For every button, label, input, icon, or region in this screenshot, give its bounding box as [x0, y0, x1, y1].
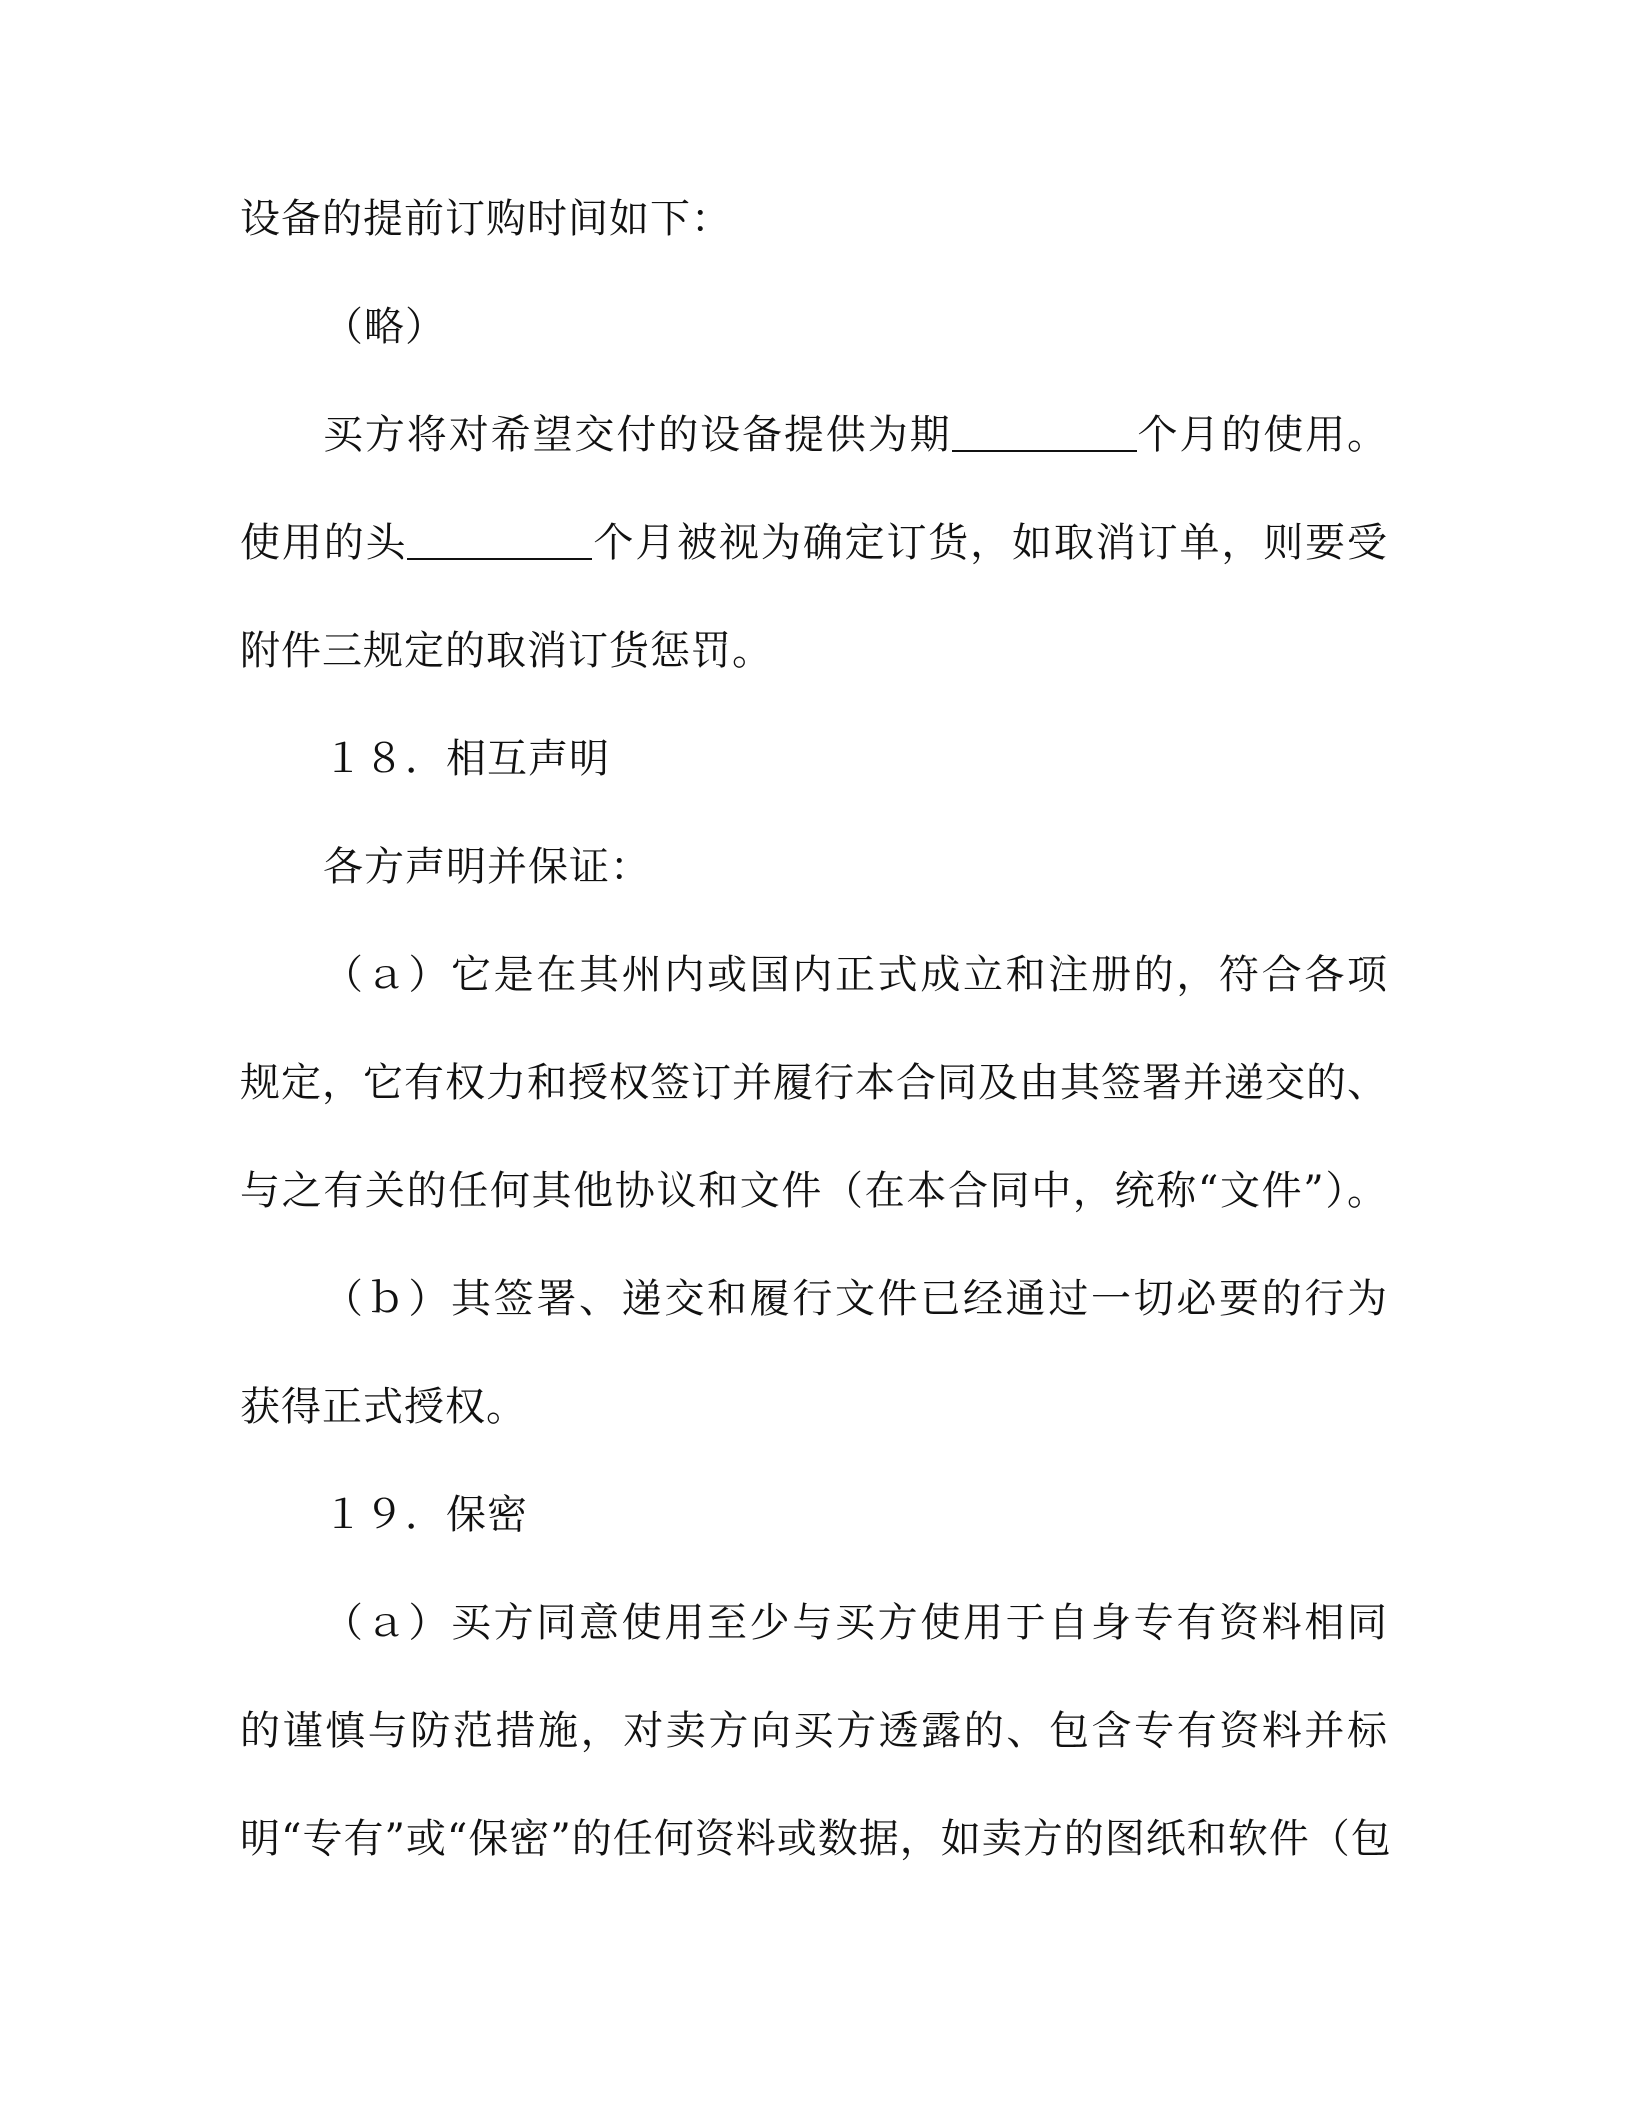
text-segment: 个月的使用。: [1136, 412, 1389, 458]
text-line-cancel-penalty: 附件三规定的取消订货惩罚。: [240, 628, 773, 674]
fill-in-blank: [407, 518, 592, 560]
text-line-confidential-a-cont: 的谨慎与防范措施，对卖方向买方透露的、包含专有资料并标: [240, 1708, 1388, 1754]
text-line-confidential-a-cont2: 明“专有”或“保密”的任何资料或数据，如卖方的图纸和软件（包: [240, 1816, 1392, 1862]
text-line-confidential-a: （ａ）买方同意使用至少与买方使用于自身专有资料相同: [323, 1600, 1388, 1646]
text-line-usage-period: [323, 407, 1388, 463]
text-line-declare: 各方声明并保证：: [323, 844, 651, 890]
text-line-firm-order: [240, 515, 1388, 571]
section-heading-18: １８．相互声明: [323, 736, 610, 782]
text-line-clause-b-end: 获得正式授权。: [240, 1384, 527, 1430]
text-segment: 买方将对希望交付的设备提供为期: [323, 412, 952, 458]
text-segment: 个月被视为确定订货，如取消订单，则要受: [592, 520, 1389, 566]
fill-in-blank: [952, 410, 1137, 452]
text-line-clause-b: （ｂ）其签署、递交和履行文件已经通过一切必要的行为: [323, 1276, 1388, 1322]
section-heading-19: １９．保密: [323, 1492, 528, 1538]
text-line-clause-a: （ａ）它是在其州内或国内正式成立和注册的，符合各项: [323, 952, 1388, 998]
text-line-clause-a-end: 与之有关的任何其他协议和文件（在本合同中，统称“文件”）。: [240, 1168, 1388, 1214]
text-line-clause-a-cont: 规定，它有权力和授权签订并履行本合同及由其签署并递交的、: [240, 1060, 1388, 1106]
text-line-omitted: （略）: [323, 304, 446, 350]
text-segment: 使用的头: [240, 520, 408, 566]
text-line-order-time: 设备的提前订购时间如下：: [240, 196, 732, 242]
